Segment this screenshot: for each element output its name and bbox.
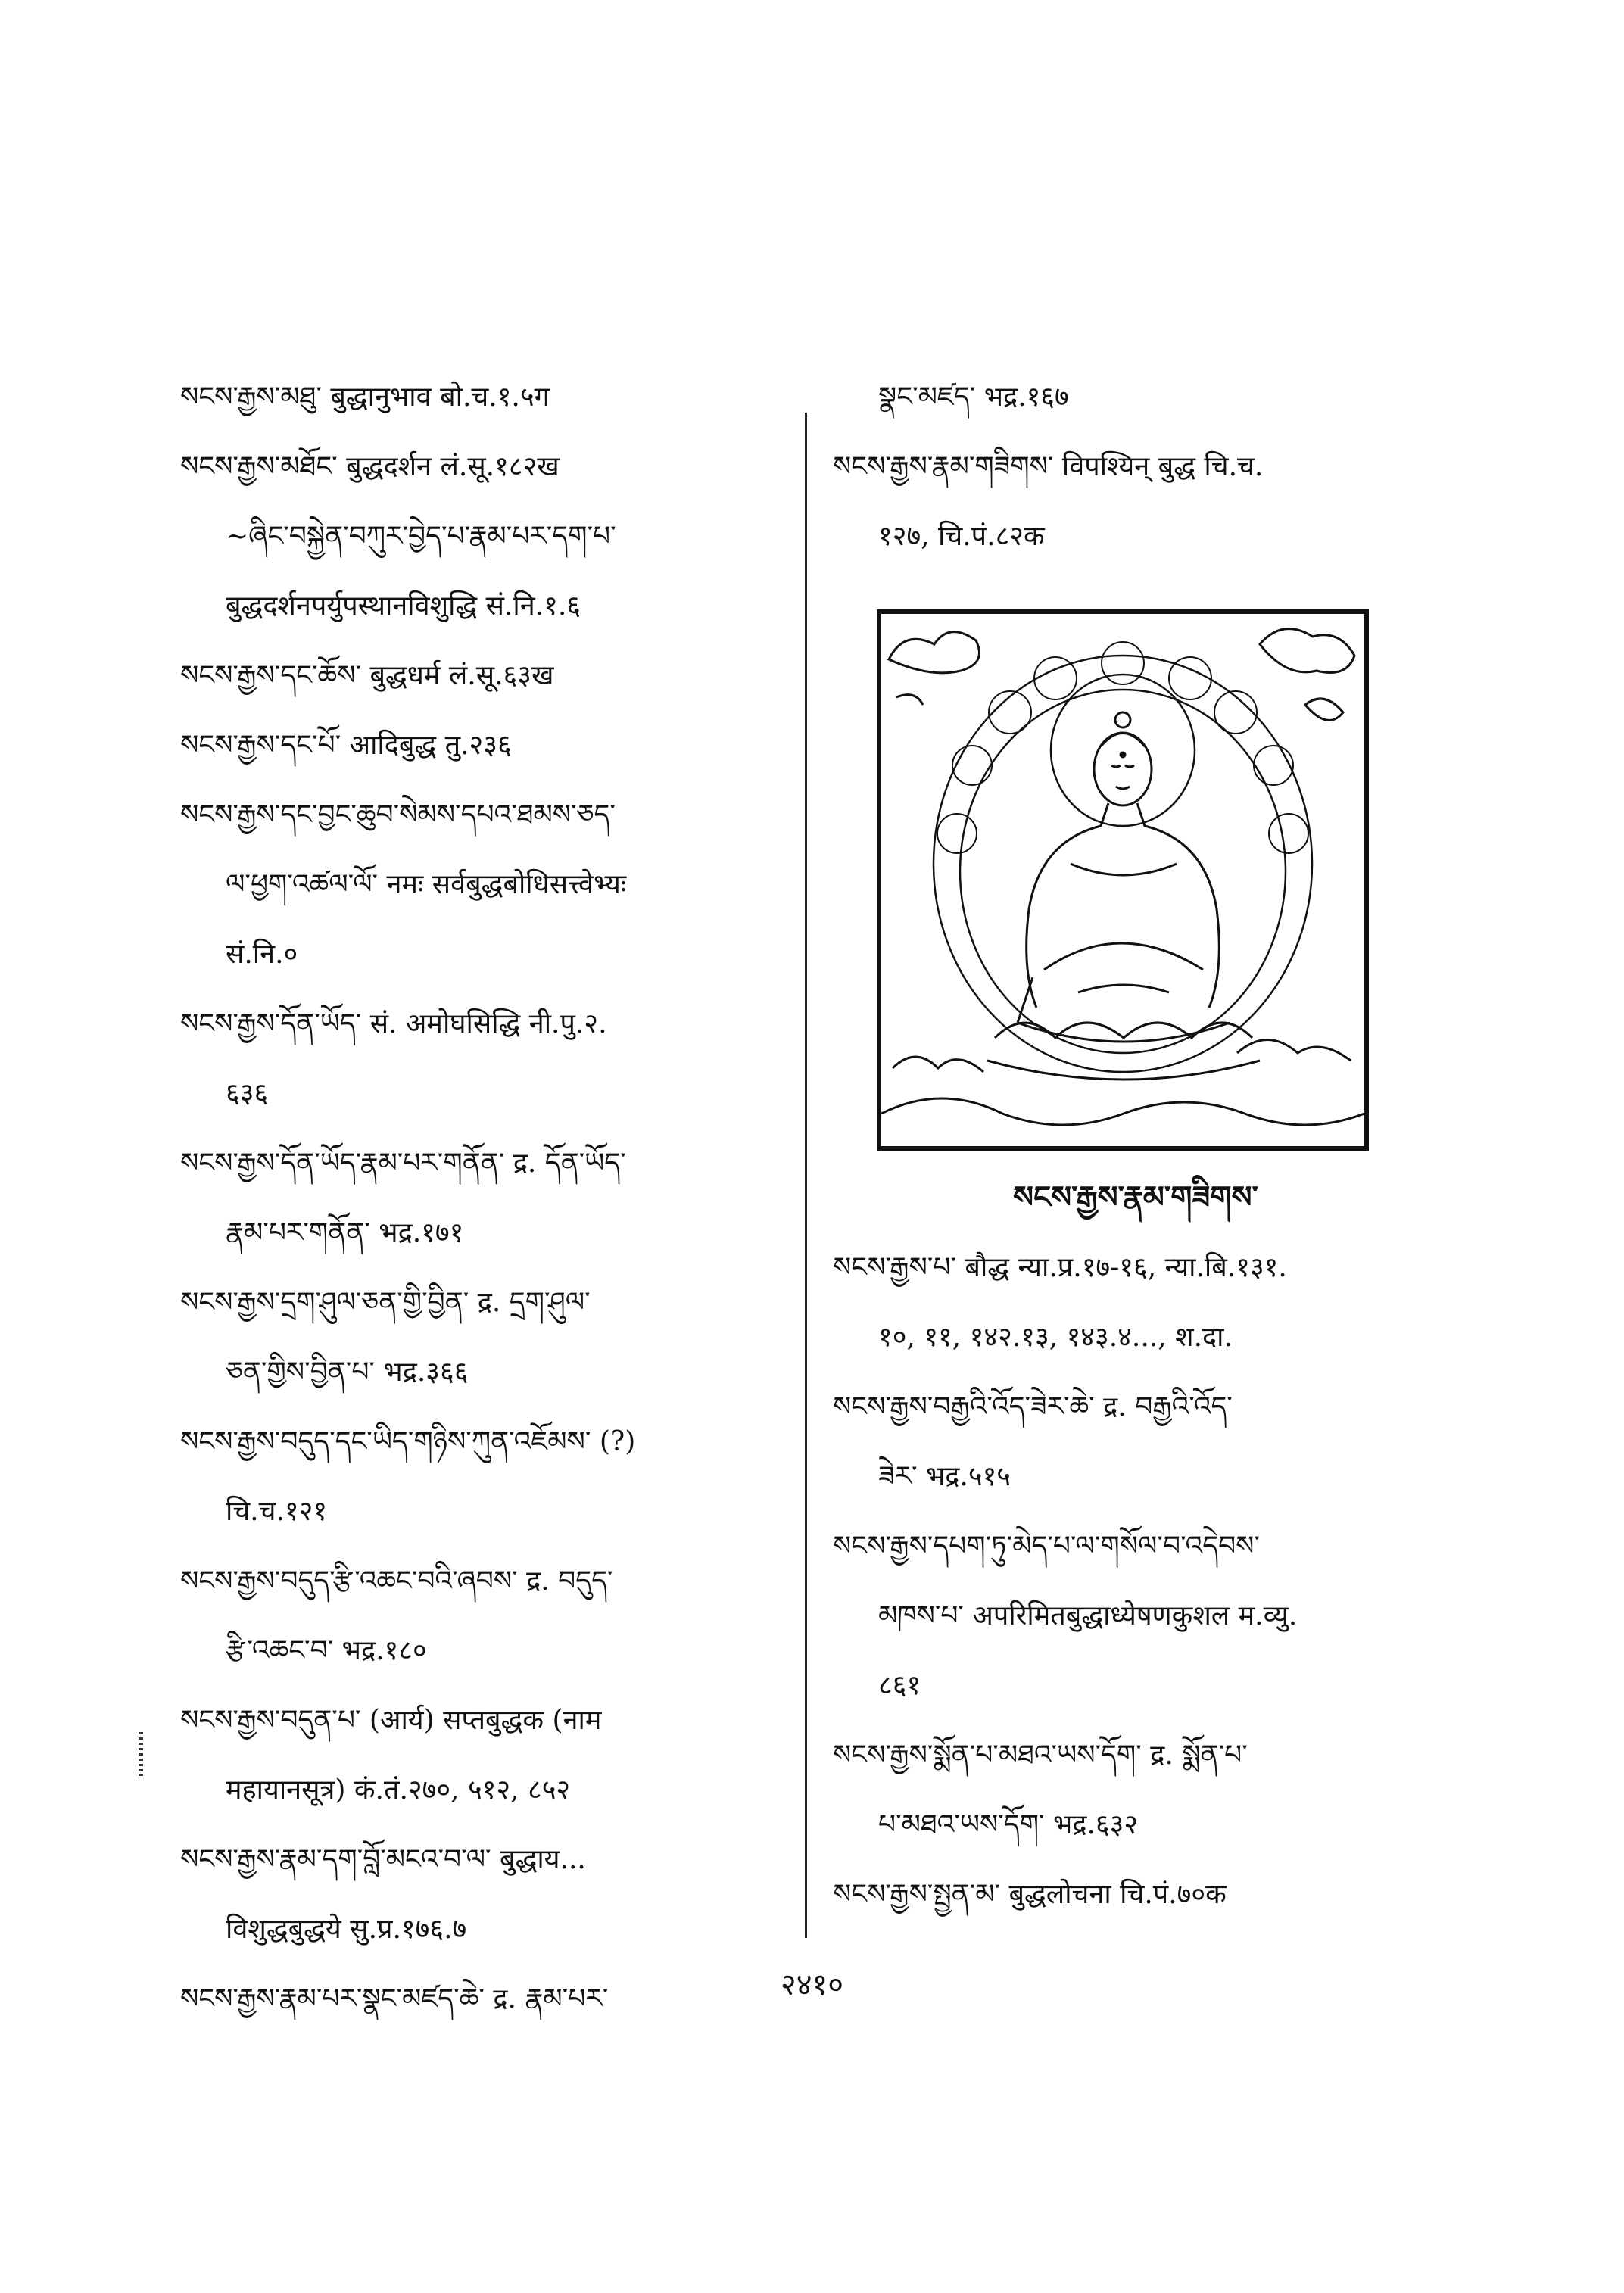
entry-line: རྣམ་པར་གནོན་ भद्र.१७१	[226, 1217, 464, 1248]
page-number: २४१०	[780, 1967, 844, 2002]
column-divider	[805, 413, 807, 1938]
entry-line: སངས་རྒྱས་བདུད་དང་ཡིད་གཉིས་ཀུན་འཇོམས་ (?)	[180, 1426, 636, 1457]
entry-line: སངས་རྒྱས་དང་ཆོས་ बुद्धधर्म लं.सू.६३ख	[180, 660, 554, 691]
entry-line: ཟེར་ भद्र.५१५	[878, 1461, 1011, 1492]
entry-line: སངས་རྒྱས་དང་པོ་ आदिबुद्ध तु.२३६	[180, 730, 512, 761]
entry-line: མཁས་པ་ अपरिमितबुद्धाध्येषणकुशल म.व्यु.	[878, 1600, 1298, 1631]
right-column-top	[833, 382, 1439, 591]
entry-line: སངས་རྒྱས་བརྒྱའི་འོད་ཟེར་ཆེ་ द्र. བརྒྱའི་འོད་	[833, 1391, 1233, 1422]
entry-line: སངས་རྒྱས་པ་ बौद्ध न्या.प्र.१७-१६, न्या.बि.१३१.	[833, 1252, 1287, 1283]
entry-line: སངས་རྒྱས་དཔག་ཏུ་མེད་པ་ལ་གསོལ་བ་འདེབས་	[833, 1531, 1261, 1562]
entry-line: ~ཞིང་བསྐྱེན་བཀུར་བྱེད་པ་རྣམ་པར་དག་པ་	[226, 521, 616, 552]
entry-line: སངས་རྒྱས་རྣམ་དག་བློ་མངའ་བ་ལ་ बुद्धाय...	[180, 1844, 586, 1875]
entry-line: སངས་རྒྱས་རྣམ་པར་སྣང་མཛད་ཆེ་ द्र. རྣམ་པར་	[180, 1983, 609, 2014]
entry-line: ८६१	[878, 1670, 921, 1701]
entry-line: སངས་རྒྱས་སྤྱན་མ་ बुद्धलोचना चि.पं.७०क	[833, 1879, 1227, 1910]
entry-line: विशुद्धबुद्धये सु.प्र.१७६.७	[226, 1914, 467, 1945]
entry-line: སངས་རྒྱས་དང་བྱང་ཆུབ་སེམས་དཔའ་ཐམས་ཅད་	[180, 799, 616, 830]
entry-line: སངས་རྒྱས་སྨོན་པ་མཐའ་ཡས་དོག་ द्र. སྨོན་པ་	[833, 1740, 1248, 1771]
entry-line: རྩི་འཆང་བ་ भद्र.१८०	[226, 1635, 427, 1666]
entry-line: ལ་ཕྱག་འཚལ་ལོ་ नमः सर्वबुद्धबोधिसत्त्वेभ्यः	[226, 869, 627, 900]
right-column-bottom	[833, 1253, 1439, 1949]
entry-line: སངས་རྒྱས་བདུན་པ་ (आर्य) सप्तबुद्धक (नाम	[180, 1705, 602, 1736]
left-column	[180, 382, 786, 2054]
entry-line: སངས་རྒྱས་མཐོང་ बुद्धदर्शन लं.सू.१८२ख	[180, 451, 560, 482]
entry-line: སངས་རྒྱས་དོན་ཡོད་ सं. अमोघसिद्धि नी.पु.२.	[180, 1008, 607, 1039]
entry-line: སངས་རྒྱས་རྣམ་གཟིགས་ विपश्यिन् बुद्ध चि.च.	[833, 451, 1264, 482]
entry-line: महायानसूत्र) कं.तं.२७०, ५१२, ८५२	[226, 1774, 571, 1805]
entry-line: सं.नि.०	[226, 939, 298, 970]
entry-line: ཅན་གྱིས་བྱིན་པ་ भद्र.३६६	[226, 1357, 469, 1388]
entry-line: बुद्धदर्शनपर्युपस्थानविशुद्धि सं.नि.१.६	[226, 590, 581, 622]
figure-caption: སངས་རྒྱས་རྣམ་གཟིགས་	[1013, 1179, 1258, 1215]
entry-line: १२७, चि.पं.८२क	[878, 521, 1045, 552]
entry-line: སངས་རྒྱས་དྲག་ཤུལ་ཅན་གྱི་བྱིན་ द्र. དྲག་ཤུལ་	[180, 1287, 591, 1318]
entry-line: སངས་རྒྱས་དོན་ཡོད་རྣམ་པར་གནོན་ द्र. དོན་ཡོད་	[180, 1148, 626, 1179]
margin-marker	[139, 1732, 143, 1776]
entry-line: १०, ११, १४२.१३, १४३.४..., श.दा.	[878, 1322, 1233, 1353]
buddha-illustration	[877, 609, 1369, 1151]
entry-line: སངས་རྒྱས་མཐུ་ बुद्धानुभाव बो.च.१.५ग	[180, 382, 550, 413]
entry-line: ६३६	[226, 1078, 269, 1109]
entry-line: སྣང་མཛད་ भद्र.१६७	[878, 382, 1069, 413]
buddha-figure-icon	[881, 614, 1364, 1146]
entry-line: चि.च.१२१	[226, 1496, 328, 1527]
entry-line: པ་མཐའ་ཡས་དོག་ भद्र.६३२	[878, 1809, 1139, 1840]
entry-line: སངས་རྒྱས་བདུད་རྩི་འཆང་བའི་ཞབས་ द्र. བདུད་	[180, 1566, 613, 1597]
